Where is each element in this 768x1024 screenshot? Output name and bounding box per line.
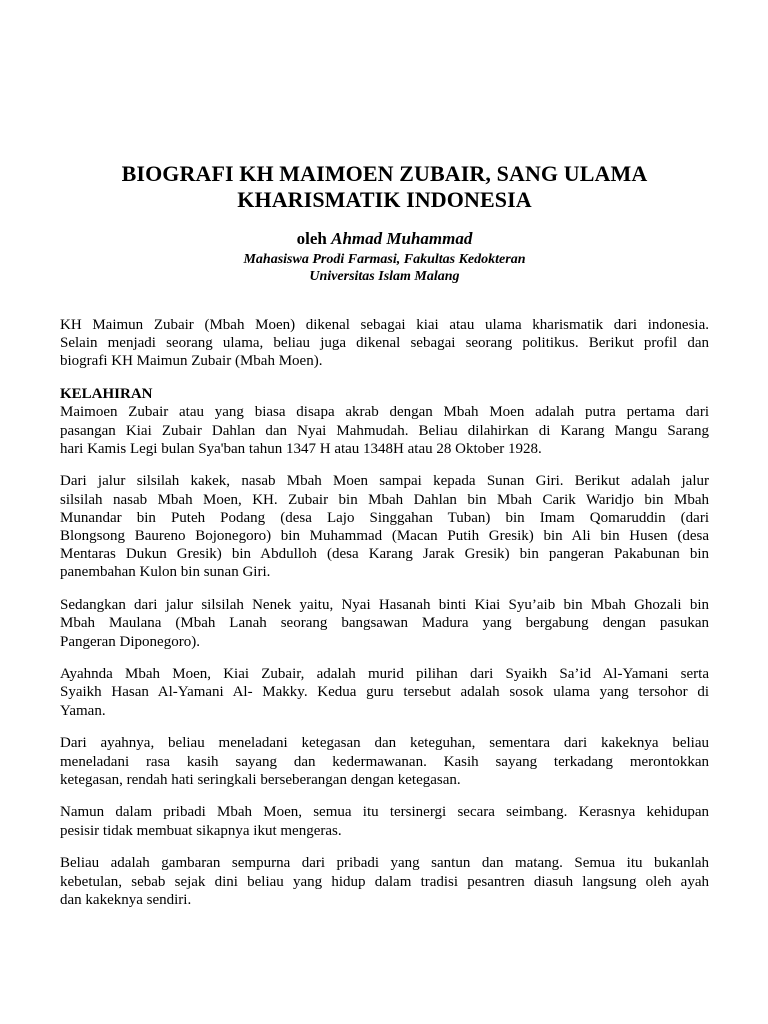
text-line: Ayahnda Mbah Moen, Kiai Zubair, adalah murid pilihan dari Syaikh Sa’id Al-Yamani serta [60,666,709,683]
body-paragraph [60,472,709,581]
body-paragraph [60,596,709,651]
affiliation-line-2: Universitas Islam Malang [309,269,460,284]
text-line: ketegasan, rendah hati seringkali berseberangan dengan ketegasan. [60,771,461,788]
text-line: panembahan Kulon bin sunan Giri. [60,564,271,581]
text-line: Maimoen Zubair atau yang biasa disapa akrab dengan Mbah Moen adalah putra pertama dari [60,404,709,421]
text-line: Dari jalur silsilah kakek, nasab Mbah Moen sampai kepada Sunan Giri. Berikut adalah jalur [60,473,709,490]
text-line: Beliau adalah gambaran sempurna dari pribadi yang santun dan matang. Semua itu bukanlah [60,855,709,872]
body-paragraph [60,803,709,839]
intro-paragraph [60,316,709,371]
text-line: dan kakeknya sendiri. [60,891,192,908]
text-line: Dari ayahnya, beliau meneladani ketegasan dan keteguhan, sementara dari kakeknya beliau [60,735,709,752]
body-paragraph [60,734,709,789]
text-line: Yaman. [60,702,106,719]
text-line: kebetulan, sebab sejak dini beliau yang hidup dalam tradisi pesantren diasuh langsung oleh ayah [60,873,709,890]
body-paragraph [60,665,709,720]
text-line: meneladani rasa kasih sayang dan kedermawanan. Kasih sayang terkadang merontokkan [60,753,709,770]
kelahiran-paragraph [60,403,709,458]
text-line: Munandar bin Puteh Podang (desa Lajo Singgahan Tuban) bin Imam Qomaruddin (dari [60,509,709,526]
author-byline [60,229,709,249]
text-line: pasangan Kiai Zubair Dahlan dan Nyai Mahmudah. Beliau dilahirkan di Karang Mangu Sarang [60,422,709,439]
text-line: Mbah Maulana (Mbah Lanah seorang bangsawan Madura yang bergabung dengan pasukan [60,615,709,632]
text-line: Mentaras Dukun Gresik) bin Abdulloh (desa Karang Jarak Gresik) bin pangeran Pakabunan bin [60,546,709,563]
text-line: biografi KH Maimun Zubair (Mbah Moen). [60,353,323,370]
title-line-1: BIOGRAFI KH MAIMOEN ZUBAIR, SANG ULAMA [121,161,648,186]
text-line: pesisir tidak membuat sikapnya ikut mengeras. [60,822,342,839]
text-line: KH Maimun Zubair (Mbah Moen) dikenal sebagai kiai atau ulama kharismatik dari indonesia. [60,317,709,333]
text-line: silsilah nasab Mbah Moen, KH. Zubair bin Mbah Dahlan bin Mbah Carik Waridjo bin Mbah [60,491,709,508]
text-line: hari Kamis Legi bulan Sya'ban tahun 1347 H atau 1348H atau 28 Oktober 1928. [60,440,542,457]
article-body [60,316,709,923]
text-line: Syaikh Hasan Al-Yamani Al- Makky. Kedua guru tersebut adalah sosok ulama yang tersohor di [60,684,709,701]
section-heading: KELAHIRAN [60,386,153,403]
byline-prefix: oleh [296,229,327,248]
affiliation-line-1: Mahasiswa Prodi Farmasi, Fakultas Kedokteran [243,252,526,267]
author-name: Ahmad Muhammad [331,229,473,248]
text-line: Blongsong Baureno Bojonegoro) bin Muhammad (Macan Putih Gresik) bin Ali bin Husen (desa [60,528,709,545]
text-line: Sedangkan dari jalur silsilah Nenek yaitu, Nyai Hasanah binti Kiai Syu’aib bin Mbah Ghozali bin [60,597,709,614]
document-title [60,161,709,213]
title-line-2: KHARISMATIK INDONESIA [237,187,532,212]
author-affiliation [60,251,709,285]
text-line: Namun dalam pribadi Mbah Moen, semua itu tersinergi secara seimbang. Kerasnya kehidupan [60,804,709,821]
body-paragraph [60,854,709,909]
text-line: Selain menjadi seorang ulama, beliau juga dikenal sebagai seorang politikus. Berikut profil dan [60,335,709,352]
text-line: Pangeran Diponegoro). [60,633,200,650]
